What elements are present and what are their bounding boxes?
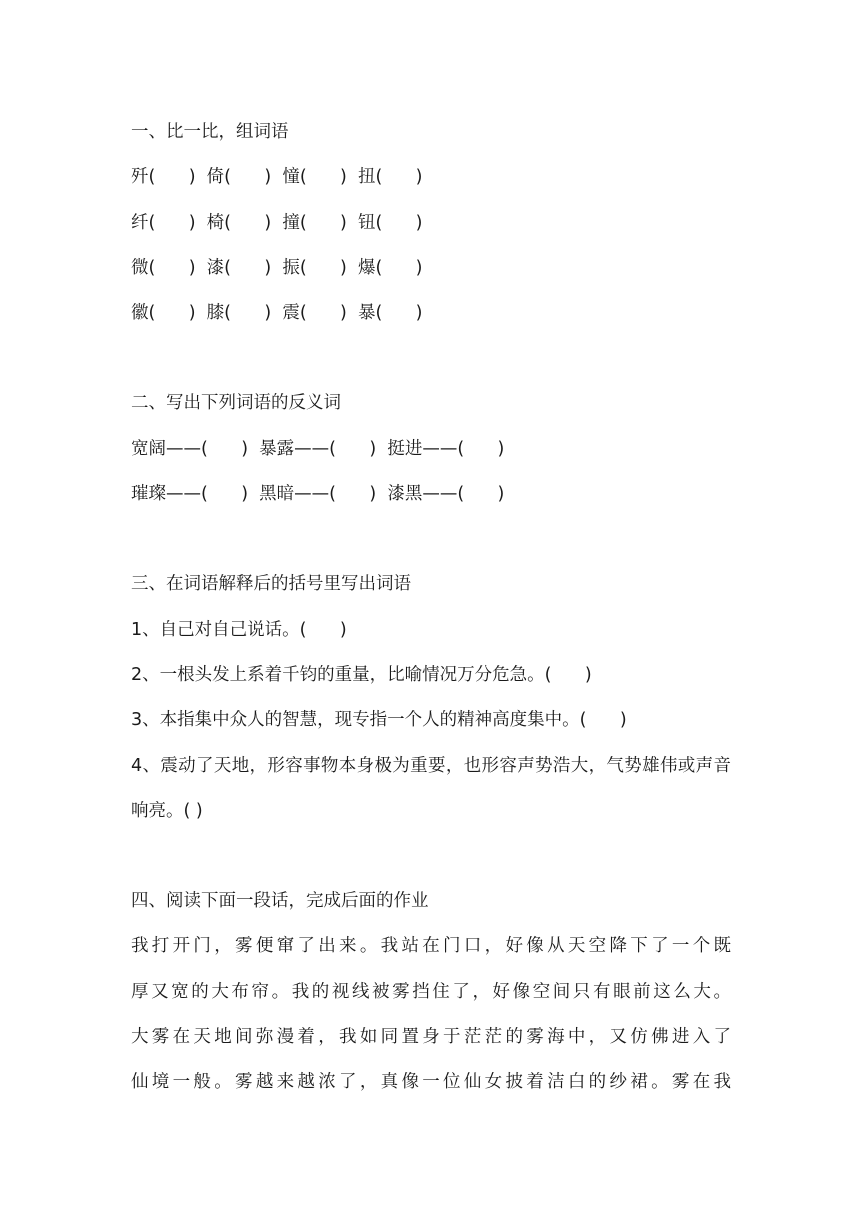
section-3-item: 3、本指集中众人的智慧，现专指一个人的精神高度集中。( ) xyxy=(131,710,627,731)
section-3-title: 三、在词语解释后的括号里写出词语 xyxy=(131,574,411,595)
passage-line: 大雾在天地间弥漫着，我如同置身于茫茫的雾海中，又仿佛进入了 xyxy=(131,1027,731,1048)
section-gap xyxy=(131,336,731,381)
section-3-item: 1、自己对自己说话。( ) xyxy=(131,619,347,640)
section-1-row: 歼( ) 倚( ) 憧( ) 扭( ) xyxy=(131,167,423,188)
passage-line: 厚又宽的大布帘。我的视线被雾挡住了，好像空间只有眼前这么大。 xyxy=(131,981,731,1002)
section-4-title: 四、阅读下面一段话，完成后面的作业 xyxy=(131,891,429,912)
section-3-item: 4、震动了天地，形容事物本身极为重要，也形容声势浩大，气势雄伟或声音响亮。( ) xyxy=(131,755,731,821)
worksheet-page xyxy=(131,110,731,1106)
section-2-title: 二、写出下列词语的反义词 xyxy=(131,393,341,414)
section-gap xyxy=(131,517,731,562)
section-gap xyxy=(131,834,731,879)
section-2-row: 璀璨——( ) 黑暗——( ) 漆黑——( ) xyxy=(131,484,505,505)
section-1-title: 一、比一比，组词语 xyxy=(131,122,289,142)
passage-line: 仙境一般。雾越来越浓了，真像一位仙女披着洁白的纱裙。雾在我 xyxy=(131,1072,731,1093)
section-2-row: 宽阔——( ) 暴露——( ) 挺进——( ) xyxy=(131,438,505,459)
section-1-row: 纤( ) 椅( ) 撞( ) 钮( ) xyxy=(131,212,423,233)
section-1-row: 微( ) 漆( ) 振( ) 爆( ) xyxy=(131,257,423,278)
section-3-item: 2、一根头发上系着千钧的重量，比喻情况万分危急。( ) xyxy=(131,664,592,685)
section-1-row: 徽( ) 膝( ) 震( ) 暴( ) xyxy=(131,303,423,324)
passage-line: 我打开门，雾便窜了出来。我站在门口，好像从天空降下了一个既 xyxy=(131,936,731,957)
